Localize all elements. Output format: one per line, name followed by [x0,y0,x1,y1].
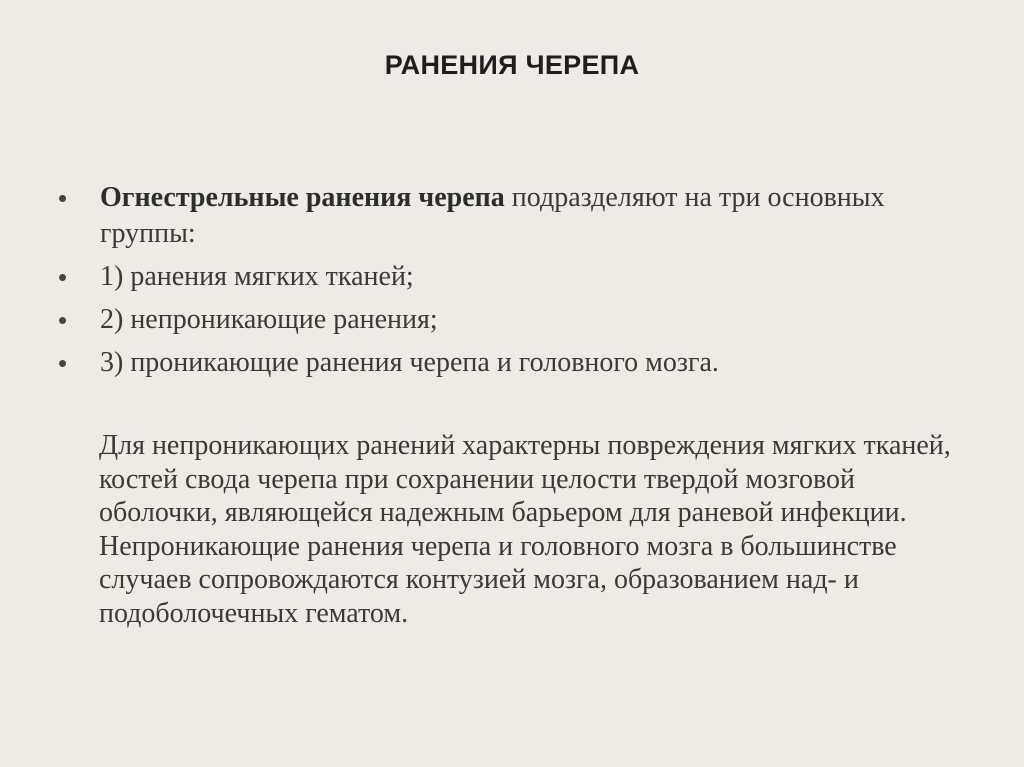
bullet-text: подразделяют на три основных группы: [100,182,885,249]
bullet-dot-icon: • [58,183,68,213]
bullet-text: 2) непроникающие ранения; [100,304,438,335]
bullet-item [58,345,958,381]
bullet-dot-icon: • [58,262,68,292]
bullet-dot-icon: • [58,348,68,378]
bullet-list [58,180,958,388]
body-paragraph: Для непроникающих ранений характерны повреждения мягких тканей, костей свода черепа при сохранении целости твердой мозговой оболочки, являющейся надежным барьером для раневой инфекции. Непроникающие ранения черепа и головного мозга в большинстве случаев сопровождаются контузией мозга, образованием над- и подоболочечных гематом. [99,430,951,629]
bullet-text: 1) ранения мягких тканей; [100,261,414,292]
bullet-text: 3) проникающие ранения черепа и головного мозга. [100,347,719,378]
bullet-item [58,259,958,295]
slide-title: РАНЕНИЯ ЧЕРЕПА [384,50,640,80]
bullet-item [58,180,958,252]
bullet-dot-icon: • [58,305,68,335]
bullet-bold-text: Огнестрельные ранения черепа [100,182,505,213]
bullet-item [58,302,958,338]
